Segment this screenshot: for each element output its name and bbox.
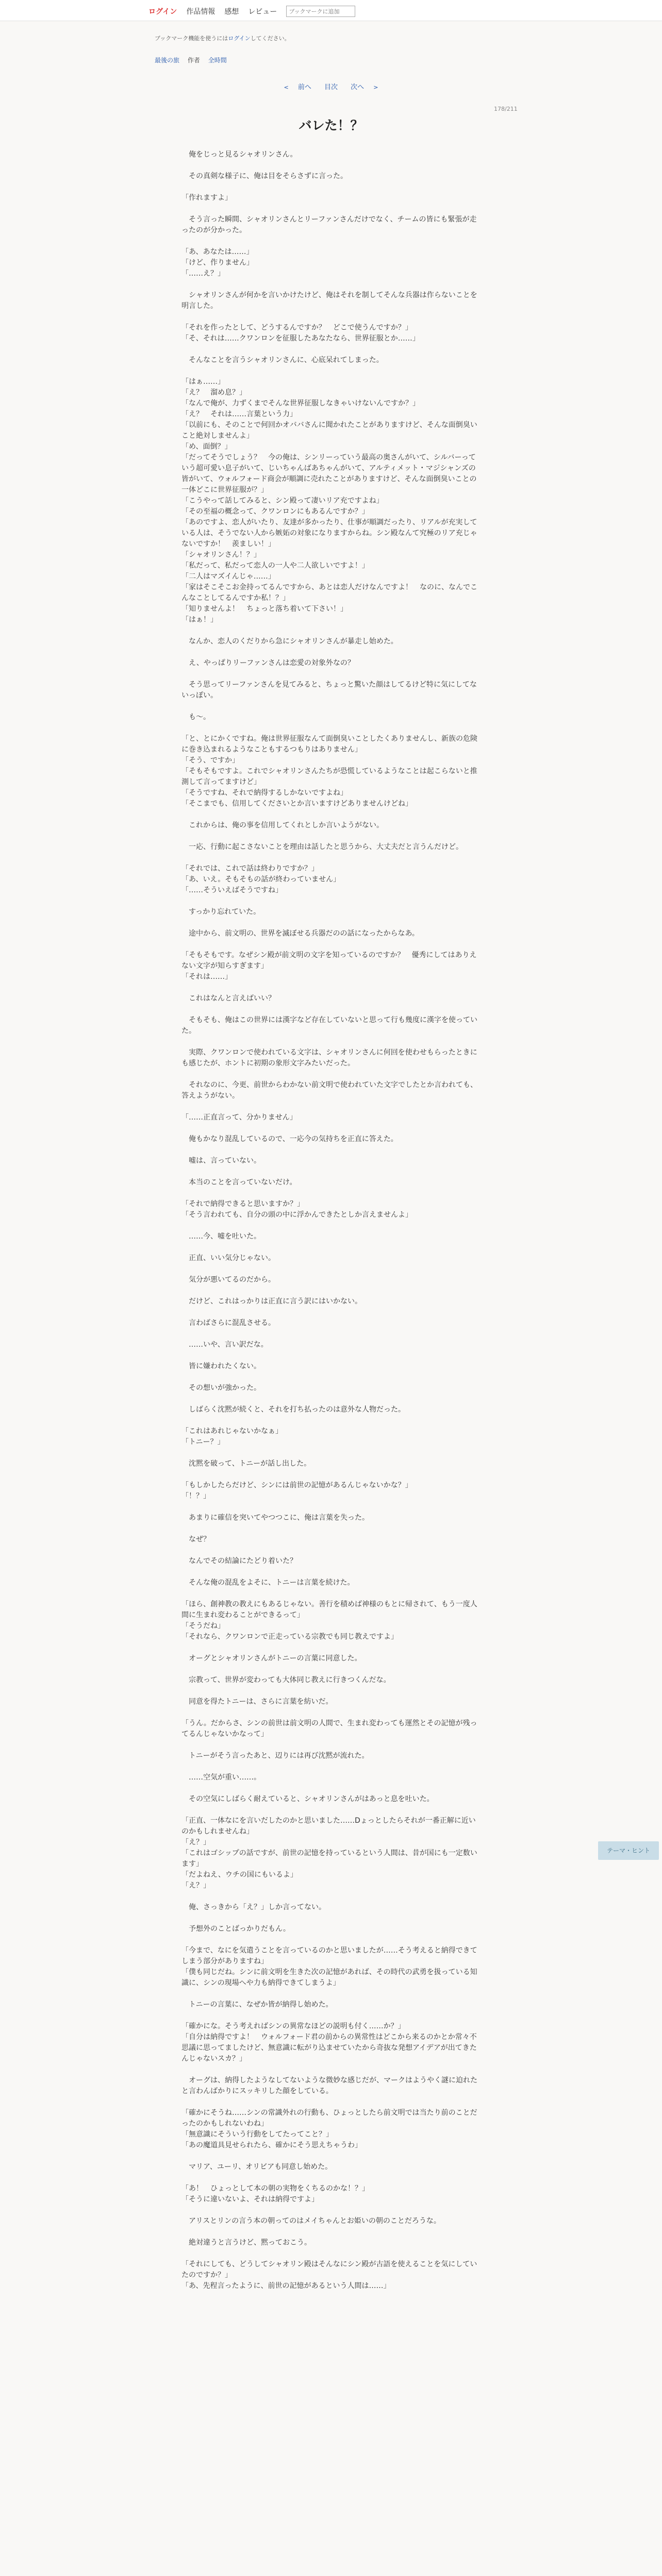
paragraph: そんなことを言うシャオリンさんに、心底呆れてしまった。 (181, 356, 384, 364)
paragraph: ……空気が重い……。 (181, 1773, 261, 1782)
paragraph: だけど、これはっかりは正直に言う訳にはいかない。 (181, 1297, 362, 1306)
paragraph: その空気にしばらく耐えていると、シャオリンさんがはあっと息を吐いた。 (181, 1795, 434, 1803)
top-pager (0, 81, 662, 91)
paragraph: なんでその結論にたどり着いた？ (181, 1557, 297, 1565)
paragraph: 「……正直言って、分かりません」 (181, 1113, 297, 1122)
paragraph: 「あ、あなたは……」 「けど、作りません」 「……え？」 (181, 248, 254, 278)
paragraph: あまりに確信を突いてやつつこに、俺は言葉を失った。 (181, 1514, 369, 1522)
paragraph: トニーの言葉に、なぜか皆が納得し始めた。 (181, 2001, 333, 2009)
paragraph: 「もしかしたらだけど、シンには前世の記憶があるんじゃないかな？」 「！？」 (181, 1481, 412, 1500)
breadcrumb-item-author: 作者 (187, 57, 200, 64)
login-link[interactable]: ログイン (148, 8, 177, 16)
paragraph: なんか、恋人のくだりから急にシャオリンさんが暴走し始めた。 (181, 637, 398, 646)
breadcrumb-item-work[interactable]: 最後の旅 (155, 57, 180, 64)
paragraph: 途中から、前文明の、世界を滅ぼせる兵器だのの話になったからなあ。 (181, 929, 419, 938)
paragraph: アリスとリンの言う本の朝ってのはメイちゃんとお姫いの朝のことだろうな。 (181, 2217, 441, 2225)
breadcrumb (155, 56, 233, 64)
paragraph: え、やっぱりリーファンさんは恋愛の対象外なの？ (181, 659, 355, 667)
page-number: 178/211 (494, 106, 518, 112)
index-link[interactable]: 目次 (324, 83, 338, 91)
paragraph: ……今、嘘を吐いた。 (181, 1232, 261, 1241)
paragraph: 「あ！ ひょっとして本の朝の実物をくちるのかな！？」 「そうに違いないよ、それは納得ですよ」 (181, 2184, 369, 2204)
breadcrumb-item-all[interactable]: 全時間 (208, 57, 227, 64)
paragraph: 「今まで、なにを気遣うことを言っているのかと思いましたが……そう考えると納得できてしまう部分がありますね」 「僕も同じだね。シンに前文明を生きた次の記憶があれば、その時代の武勇を扱っている知識に、シンの現場へや力も納得できてしまうよ」 (181, 1946, 477, 1987)
top-bar (0, 0, 662, 21)
paragraph: その想いが強かった。 (181, 1384, 261, 1392)
paragraph: も～。 (181, 713, 210, 721)
paragraph: トニーがそう言ったあと、辺りには再び沈黙が流れた。 (181, 1752, 369, 1760)
paragraph: 「それにしても、どうしてシャオリン殿はそんなにシン殿が古語を使えることを気にしていたのですか？」 「あ、先程言ったように、前世の記憶があるという人間は……」 (181, 2260, 477, 2290)
paragraph: 同意を得たトニーは、さらに言葉を紡いだ。 (181, 1698, 333, 1706)
paragraph: これからは、俺の事を信用してくれとしか言いようがない。 (181, 821, 384, 829)
nav-item-impressions[interactable]: 感想 (224, 8, 239, 16)
paragraph: 「確かにそうね……シンの常識外れの行動も、ひょっとしたら前文明では当たり前のことだったのかもしれないわね」 「無意識にそういう行動をしてたってこと？」 「あの魔道具見せられたら、確かにそう思えちゃうわ」 (181, 2109, 477, 2149)
paragraph: 俺をじっと見るシャオリンさん。 (181, 150, 297, 159)
notice-prefix: ブックマーク機能を使うには (155, 35, 228, 42)
paragraph: 一応、行動に起こさないことを理由は話したと思うから、大丈夫だと言うんだけど。 (181, 843, 463, 851)
chevron-right-icon: > (373, 84, 378, 91)
novel-body (181, 149, 481, 2302)
paragraph: なぜ？ (181, 1535, 210, 1544)
next-label: 次へ (351, 83, 365, 91)
paragraph: そう思ってリーファンさんを見てみると、ちょっと驚いた顔はしてるけど特に気にしてないっぽい。 (181, 681, 477, 700)
paragraph: これはなんと言えばいい？ (181, 994, 275, 1003)
paragraph: 気分が悪いてるのだから。 (181, 1276, 275, 1284)
nav-item-review[interactable]: レビュー (248, 8, 277, 16)
paragraph: 「それでは、これで話は終わりですか？」 「あ、いえ。そもそもの話が終わっていません」 「……そういえばそうですね」 (181, 865, 341, 894)
paragraph: 予想外のことばっかりだもん。 (181, 1925, 290, 1933)
paragraph: 「ほら、創神教の教えにもあるじゃない。善行を積めば神様のもとに帰されて、もう一度人間に生まれ変わることができるって」 「そうだね」 「それなら、クワンロンで正走っている宗教でも同じ教えですよ」 (181, 1600, 477, 1641)
paragraph: 「作れますよ」 (181, 194, 232, 202)
paragraph: そんな俺の混乱をよそに、トニーは言葉を続けた。 (181, 1579, 355, 1587)
paragraph: 正直、いい気分じゃない。 (181, 1254, 275, 1262)
paragraph: 沈黙を破って、トニーが話し出した。 (181, 1460, 311, 1468)
paragraph: 嘘は、言っていない。 (181, 1157, 261, 1165)
paragraph: 俺もかなり混乱しているので、一応今の気持ちを正直に答えた。 (181, 1135, 398, 1143)
chevron-left-icon: < (284, 84, 289, 91)
notice-login-link[interactable]: ログイン (228, 35, 251, 42)
notice-suffix: してください。 (250, 35, 290, 42)
paragraph: 俺、さっきから「え？」しか言ってない。 (181, 1903, 326, 1911)
top-nav (148, 6, 355, 17)
paragraph: 「正直、一体なにを言いだしたのかと思いました……Dょっとしたらそれが一番正解に近いのかもしれませんね」 「え？」 「これはゴシップの話ですが、前世の記憶を持っているという人間は、昔が国にも一定数います」 「だよねえ、ウチの国にもいるよ」 「え？」 (181, 1817, 477, 1890)
paragraph: 「それを作ったとして、どうするんですか？ どこで使うんですか？」 「そ、それは……クワンロンを征服したあなたなら、世界征服とか……」 (181, 324, 420, 343)
paragraph: 言わばさらに混乱させる。 (181, 1319, 275, 1327)
next-link[interactable] (347, 83, 382, 91)
theme-hint-button[interactable]: テーマ・ヒント (598, 1841, 659, 1860)
paragraph: それなのに、今更、前世からわかない前文明で使われていた文字でしたとか言われても、答えようがない。 (181, 1081, 477, 1100)
paragraph: オーグは、納得したようなしてないような微妙な感じだが、マークはようやく謎に迫れたと言わんばかりにスッキリした顔をしている。 (181, 2076, 477, 2095)
prev-link[interactable] (280, 83, 315, 91)
paragraph: しばらく沈黙が続くと、それを打ち払ったのは意外な人物だった。 (181, 1405, 405, 1414)
paragraph: 皆に嫌われたくない。 (181, 1362, 261, 1370)
paragraph: シャオリンさんが何かを言いかけたけど、俺はそれを制してそんな兵器は作らないことを明言した。 (181, 291, 477, 310)
paragraph: 宗教って、世界が変わっても大体同じ教えに行きつくんだな。 (181, 1676, 391, 1684)
bookmark-notice (155, 34, 290, 42)
paragraph: 「それで納得できると思いますか？」 「そう言われても、自分の頭の中に浮かんできたとしか言えませんよ」 (181, 1200, 412, 1219)
paragraph: そもそも、俺はこの世界には漢字など存在していないと思って行も幾度に漢字を使っていた。 (181, 1016, 477, 1035)
paragraph: その真剣な様子に、俺は目をそらさずに言った。 (181, 172, 347, 180)
bookmark-input[interactable] (286, 6, 355, 17)
paragraph: 「これはあれじゃないかなぁ」 「トニー？」 (181, 1427, 283, 1446)
nav-item-work-info[interactable]: 作品情報 (186, 8, 216, 16)
paragraph: オーグとシャオリンさんがトニーの言葉に同意した。 (181, 1654, 362, 1663)
paragraph: 実際、クワンロンで使われている文字は、シャオリンさんに何回を使わせもらったときにも感じたが、ホントに初期の象形文字みたいだった。 (181, 1048, 477, 1067)
paragraph: すっかり忘れていた。 (181, 908, 261, 916)
paragraph: そう言った瞬間、シャオリンさんとリーファンさんだけでなく、チームの皆にも緊張が走ったのが分かった。 (181, 215, 477, 234)
paragraph: ……いや、言い訳だな。 (181, 1341, 268, 1349)
paragraph: マリア、ユーリ、オリビアも同意し始めた。 (181, 2163, 333, 2171)
paragraph: 「うん。だからさ、シンの前世は前文明の人間で、生まれ変わっても運然とその記憶が残ってるんじゃないかなって」 (181, 1719, 477, 1738)
paragraph: 本当のことを言っていないだけ。 (181, 1178, 297, 1187)
prev-label: 前へ (297, 83, 311, 91)
paragraph: 「そもそもです。なぜシン殿が前文明の文字を知っているのですか？ 優秀にしてはありえない文字が知らすぎます」 「それは……」 (181, 951, 477, 981)
paragraph: 「確かにな。そう考えればシンの異常なほどの説明も付く……か？」 「自分は納得ですよ！ ウォルフォード君の前からの異常性はどこから来るのかとか常々不思議に思ってましたけど、無意識に転がり込ませていたから奇抜な発想アイデアが出てきたんじゃないスカ？」 (181, 2022, 477, 2063)
paragraph: 「と、とにかくですね。俺は世界征服なんて面倒臭いことしたくありませんし、新族の危険に巻き込まれるようなこともするつもりはありません」 「そう、ですか」 「そもそもですよ。これでシャオリンさんたちが恐慌しているようなことは起こらないと推測して言ってますけど」 「そうですね、それで納得するしかないですよね」 「そこまでも、信用してくださいとか言いますけどありませんけどね」 (181, 735, 477, 808)
paragraph: 「はぁ……」 「え？ 溜め息？」 「なんで俺が、力ずくまでそんな世界征服しなきゃいけないんですか？」 「え？ それは……言葉という力」 「以前にも、そのことで何回かオババさんに聞かれたことがありますけど、そんな面倒臭いこと絶対しませんよ」 「め、面倒？」 「だってそうでしょう？ 今の俺は、シンリーっていう最高の奥さんがいて、シルバーっていう超可愛い息子がいて、じいちゃんばあちゃんがいて、アルティメット・マジシャンズの皆がいて、ウォルフォード商会が順調に売れたことがありますけど、そんな面倒臭いことの一体どこに世界征服が？」 「こうやって話してみると、シン殿って凄いリア充ですよね」 「その至福の概念って、クワンロンにもあるんですか？」 「あのですよ、恋人がいたり、友達が多かったり、仕事が順調だったり、リアルが充実している人は、そうでない人から嫉妬の対象になりますからね。シン殿なんて究極のリア充じゃないですか！ 羨ましい！」 「シャオリンさん！？」 「私だって、私だって恋人の一人や二人欲しいですよ！」 「二人はマズイんじゃ……」 「家はそこそこお金持ってるんですから、あとは恋人だけなんですよ！ なのに、なんでこんなことしてるんですか私！？」 「知りませんよ！ ちょっと落ち着いて下さい！」 「はぁ！」 (181, 378, 477, 624)
paragraph: 絶対違うと言うけど、黙っておこう。 (181, 2239, 311, 2247)
chapter-title: バレた！？ (299, 118, 363, 133)
